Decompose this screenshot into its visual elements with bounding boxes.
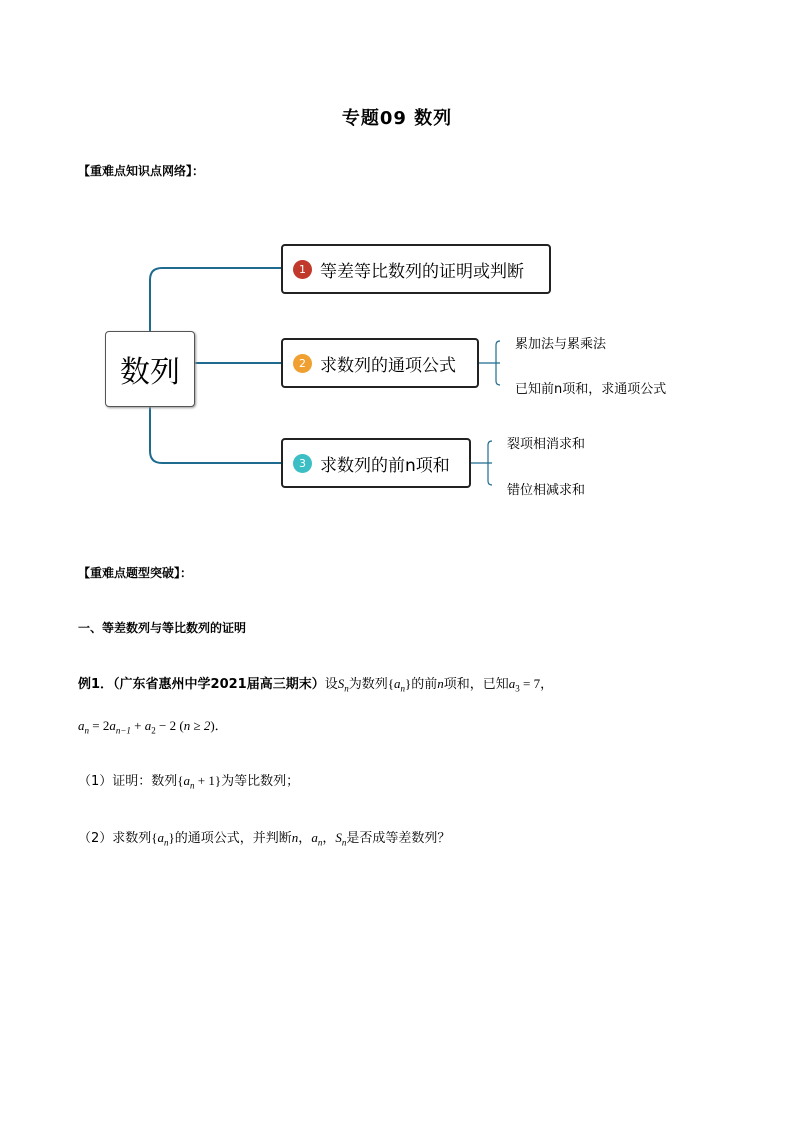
seq-subscript: n [400, 683, 406, 694]
q1-an: a [183, 773, 191, 788]
stem-text-a: 设 [324, 677, 338, 692]
q2-n: n [291, 830, 299, 845]
rec-an1-sub: n−1 [115, 725, 131, 736]
rec-end: )． [210, 718, 228, 733]
mind-map [95, 232, 715, 502]
stem-text-c: 的前 [411, 677, 438, 692]
stem-text-b: 为数列 [348, 677, 388, 692]
sum-subscript: n [344, 683, 349, 694]
example-source: （广东省惠州中学2021届高三期末） [113, 677, 325, 692]
branch-3-number: 3 [293, 454, 312, 473]
rec-an1: a [109, 718, 116, 733]
q1-plus-one: + 1 [194, 773, 215, 788]
page-title: 专题09 数列 [341, 108, 453, 129]
leaf-branch2-1: 累加法与累乘法 [515, 337, 607, 352]
branch-2 [281, 338, 479, 388]
mind-map-root: 数列 [105, 331, 195, 407]
a3-value: = 7， [519, 676, 554, 691]
q2-an2-sub: n [317, 837, 323, 848]
rec-equals: = 2 [89, 718, 110, 733]
question-1: （1）证明：数列$\{a_n + 1\}$为等比数列； [78, 773, 300, 791]
stem-text-d: 项和，已知 [443, 677, 509, 692]
seq-close-brace: } [405, 676, 412, 691]
branch-3-label: 求数列的前n项和 [320, 455, 450, 476]
rec-condition: n ≥ 2 [183, 718, 211, 733]
rec-a2: a [144, 718, 152, 733]
q1-end: 为等比数列； [221, 774, 300, 789]
q2-an2: a [311, 830, 318, 845]
branch-1-label: 等差等比数列的证明或判断 [320, 261, 524, 282]
q2-mid: 的通项公式，并判断 [174, 831, 292, 846]
subsection-heading: 一、等差数列与等比数列的证明 [78, 621, 247, 635]
branch-2-number: 2 [293, 354, 312, 373]
example-label: 例1． [78, 677, 114, 692]
q2-sn: S [335, 830, 342, 845]
connector-branch2-leaves [479, 341, 500, 385]
example-1-stem [78, 673, 553, 694]
q2-an: a [157, 830, 165, 845]
q2-sep-1: ， [298, 831, 312, 846]
sum-symbol: S [337, 676, 345, 691]
n-variable: n [437, 676, 444, 691]
connector-root-branch1 [150, 268, 281, 331]
q2-text: （2）求数列 [78, 831, 152, 846]
leaf-branch3-2: 错位相减求和 [507, 483, 586, 498]
question-2: （2）求数列$\{a_n\}$的通项公式，并判断n，$a_n$，$S_n$是否成等差数列？ [78, 830, 451, 848]
q2-sep-2: ， [322, 831, 336, 846]
q2-an-sub: n [164, 837, 169, 848]
branch-2-label: 求数列的通项公式 [320, 355, 456, 376]
q1-text: （1）证明：数列 [78, 774, 178, 789]
q2-sn-sub: n [341, 837, 347, 848]
rec-a2-sub: 2 [151, 725, 156, 736]
rec-tail: − 2 ( [155, 718, 184, 733]
section-label-breakthrough: 【重难点题型突破】： [78, 566, 193, 580]
branch-3 [281, 438, 471, 488]
connector-branch3-leaves [471, 441, 492, 485]
branch-1 [281, 244, 551, 294]
leaf-branch2-2: 已知前n项和，求通项公式 [515, 382, 667, 397]
q1-an-sub: n [190, 780, 195, 791]
leaf-branch3-1: 裂项相消求和 [507, 437, 586, 452]
seq-open-brace: { [387, 676, 395, 691]
a3-term: a [508, 676, 516, 691]
a3-subscript: 3 [515, 683, 520, 694]
branch-1-number: 1 [293, 260, 312, 279]
q2-end: 是否成等差数列？ [346, 831, 451, 846]
connector-root-branch3 [150, 405, 281, 463]
rec-an-sub: n [84, 725, 89, 736]
seq-term: a [394, 676, 401, 691]
recurrence-formula [78, 715, 228, 736]
rec-plus: + [130, 718, 145, 733]
section-label-knowledge: 【重难点知识点网络】： [78, 164, 205, 178]
rec-an: a [78, 718, 85, 733]
